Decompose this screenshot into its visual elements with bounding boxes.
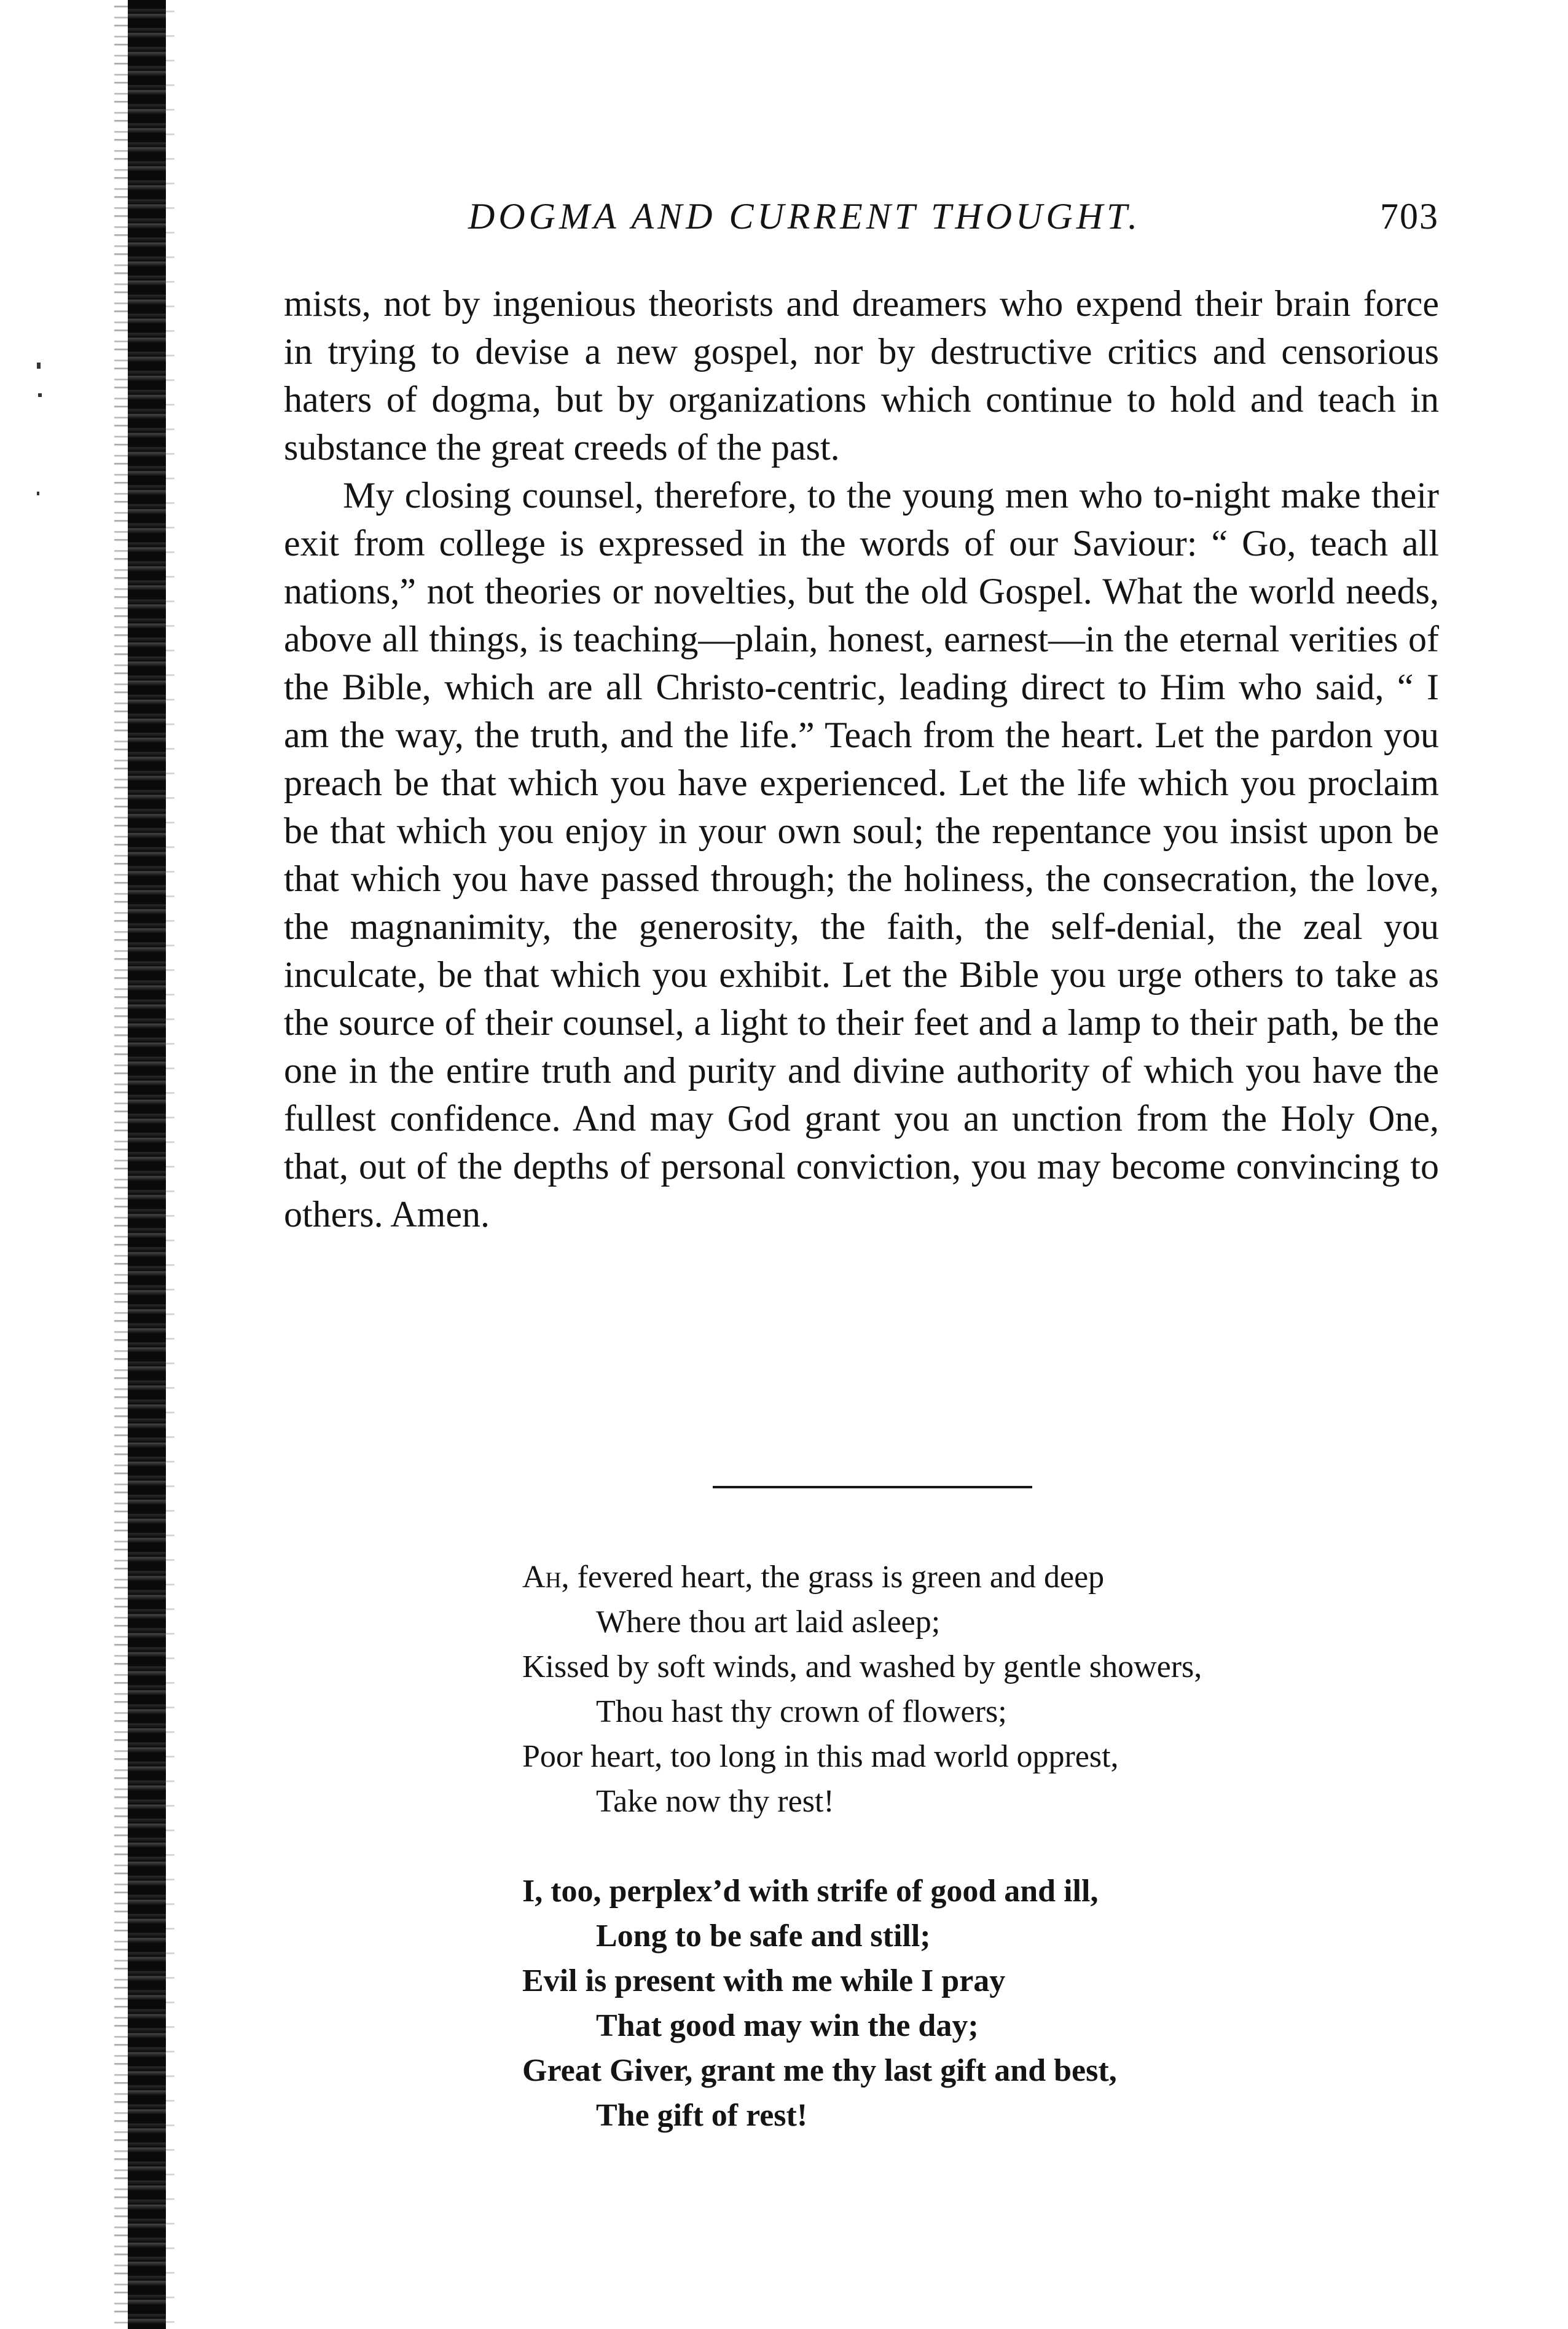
scan-speck — [38, 393, 42, 397]
poem-line: Great Giver, grant me thy last gift and best, — [522, 2053, 1117, 2088]
poem-line: Evil is present with me while I pray — [522, 1963, 1006, 1998]
book-binding-edge — [128, 0, 166, 2329]
poem-line — [522, 1555, 1321, 1600]
page-number: 703 — [1380, 196, 1439, 237]
body-text — [284, 280, 1439, 1238]
running-head — [284, 195, 1439, 251]
poem-line: I, too, perplex’d with strife of good and ill, — [522, 1874, 1099, 1909]
poem — [522, 1555, 1321, 2183]
running-title: DOGMA AND CURRENT THOUGHT. — [468, 196, 1141, 237]
poem-line: Thou hast thy crown of flowers; — [596, 1694, 1007, 1729]
poem-line: Kissed by soft winds, and washed by gentle showers, — [522, 1649, 1202, 1684]
scan-speck — [37, 492, 39, 495]
poem-first-word: Ah, — [522, 1560, 570, 1595]
poem-line: Poor heart, too long in this mad world opprest, — [522, 1739, 1119, 1774]
paragraph: mists, not by ingenious theorists and dreamers who expend their brain force in trying to devise a new gospel, nor by destructive critics and censorious haters of dogma, but by organizations which continue to hold and teach in substance the great creeds of the past. — [284, 283, 1439, 468]
poem-line: Where thou art laid asleep; — [596, 1604, 941, 1640]
poem-line: The gift of rest! — [596, 2098, 808, 2133]
section-divider — [713, 1486, 1032, 1488]
paragraph: My closing counsel, therefore, to the young men who to-night make their exit from college is expressed in the words of our Saviour: “ Go, teach all nations,” not theories or novelties, but the old Gospel. What the world needs, above all things, is teaching—plain, honest, earnest—in the eternal verities of the Bible, which are all Christo-centric, leading direct to Him who said, “ I am the way, the truth, and the life.” Teach from the heart. Let the pardon you preach be that which you have experienced. Let the life which you proclaim be that which you enjoy in your own soul; the repentance you insist upon be that which you have passed through; the holiness, the consecration, the love, the magnanimity, the generosity, the faith, the self-denial, the zeal you inculcate, be that which you exhibit. Let the Bible you urge others to take as the source of their counsel, a light to their feet and a lamp to their path, be the one in the entire truth and purity and divine authority of which you have the fullest confidence. And may God grant you an unction from the Holy One, that, out of the depths of personal conviction, you may become convincing to others. Amen. — [284, 475, 1439, 1235]
poem-stanza — [522, 1555, 1321, 1824]
poem-line: Long to be safe and still; — [596, 1919, 931, 1954]
scan-speck — [37, 363, 41, 369]
poem-line-text: fevered heart, the grass is green and deep — [569, 1560, 1105, 1595]
poem-line: Take now thy rest! — [596, 1784, 834, 1819]
poem-line: That good may win the day; — [596, 2008, 979, 2043]
poem-stanza — [522, 1869, 1321, 2138]
